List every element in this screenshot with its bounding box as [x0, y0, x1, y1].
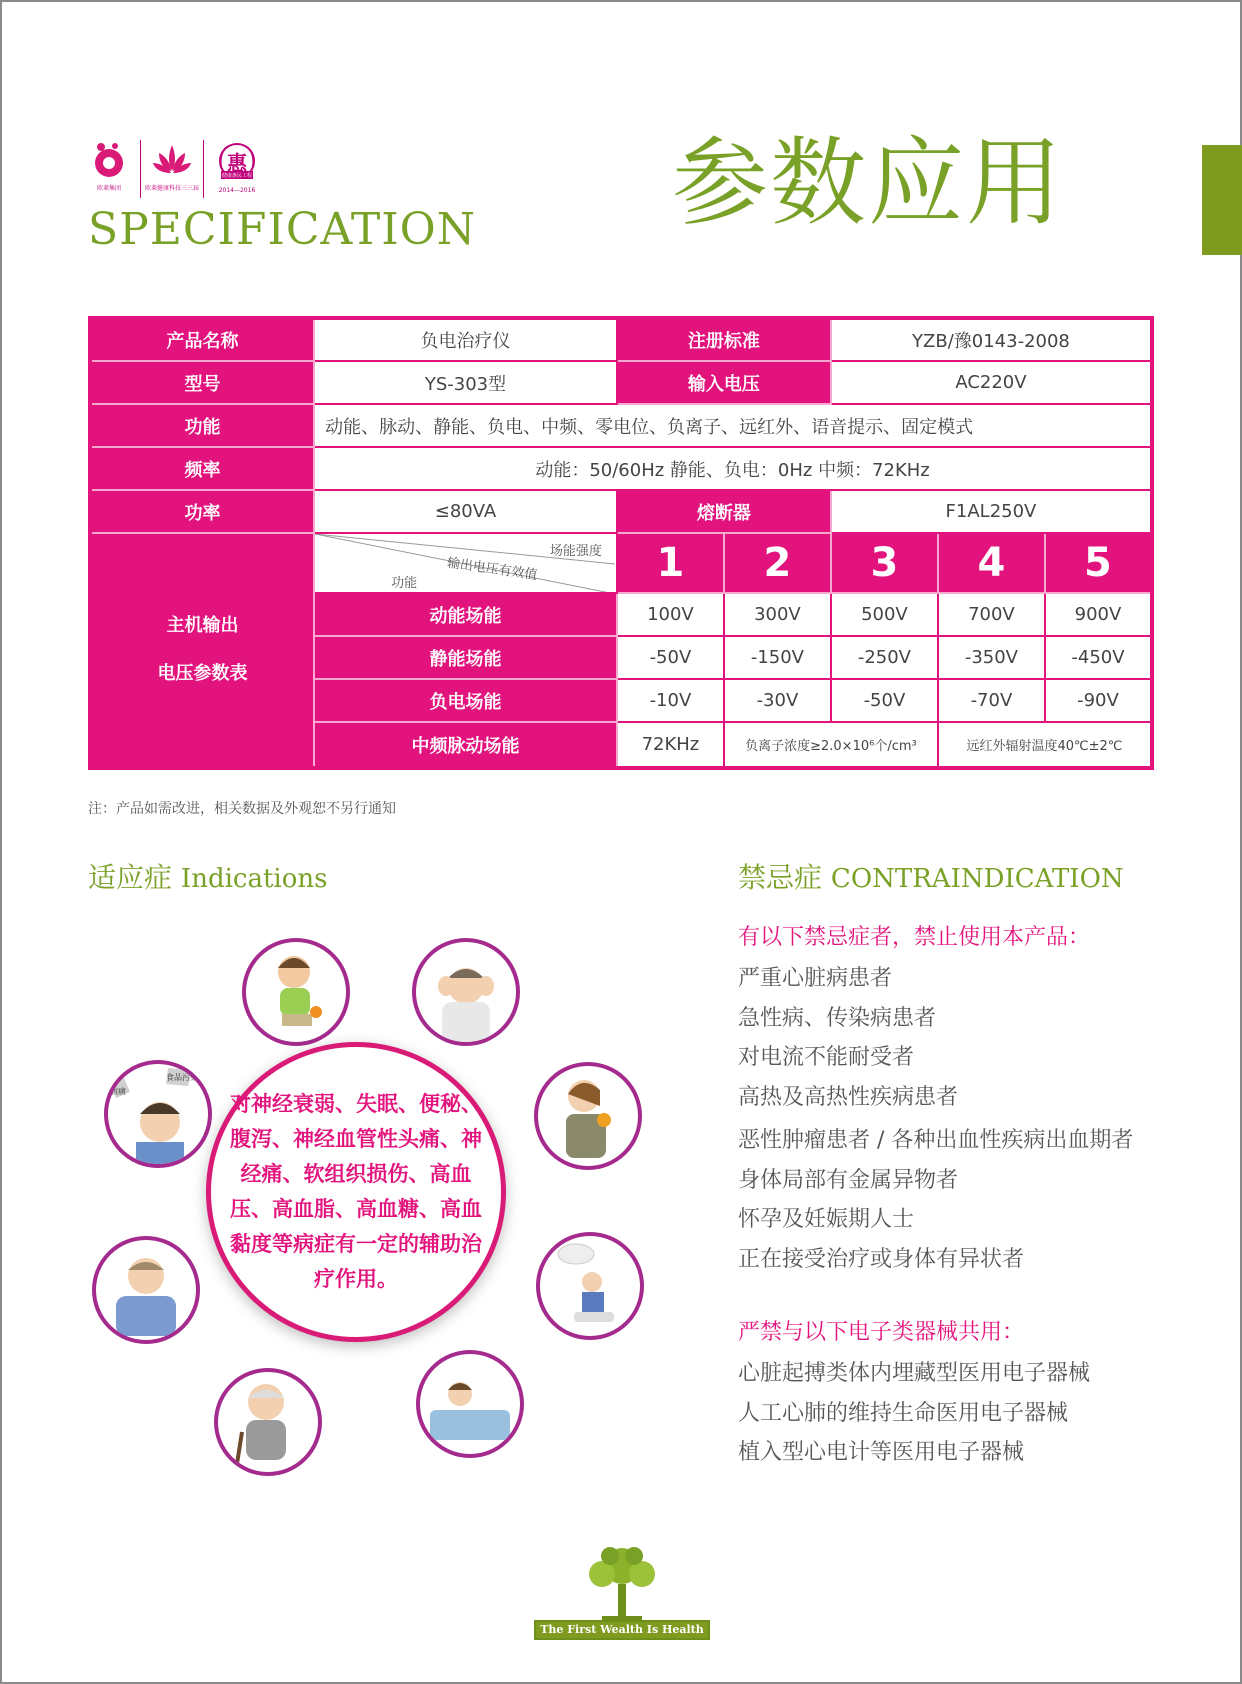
insomnia-bed-image	[416, 1350, 524, 1458]
negative-value: -90V	[1045, 679, 1152, 722]
seal-years: 2014—2016	[218, 187, 256, 194]
table-row	[90, 318, 1152, 361]
diagonal-header-cell	[314, 533, 617, 593]
contraindication-block	[738, 920, 1218, 1473]
diag-top-label: 场能强度	[549, 544, 602, 559]
list-item: 身体局部有金属异物者	[738, 1167, 959, 1193]
kinetic-value: 300V	[724, 593, 831, 636]
power-label: 功率	[90, 490, 314, 533]
ion-value: 负离子浓度≥2.0×10⁶个/cm³	[724, 722, 938, 768]
list-item: 对电流不能耐受者	[738, 1045, 915, 1070]
mid-freq-label: 中频脉动场能	[314, 722, 617, 768]
contraindication-title	[738, 856, 1124, 896]
static-value: -150V	[724, 636, 831, 679]
logo-group	[88, 140, 260, 198]
elderly-cane-image	[214, 1368, 322, 1476]
pollution-bubble-label: 食品污染	[166, 1073, 198, 1082]
table-row	[90, 447, 1152, 490]
diag-bottom-label: 功能	[391, 576, 418, 591]
headache-man-image	[412, 938, 520, 1046]
negative-value: -50V	[831, 679, 938, 722]
device-warning-head: 严禁与以下电子类器械共用：	[738, 1320, 1025, 1345]
level-5: 5	[1045, 533, 1152, 593]
spec-table	[88, 316, 1154, 770]
table-row	[90, 533, 1152, 593]
table-row	[90, 490, 1152, 533]
list-item: 恶性肿瘤患者 / 各种出血性疾病出血期者	[738, 1128, 1134, 1153]
fuse-label: 熔断器	[617, 490, 831, 533]
power-value: ≤80VA	[314, 490, 617, 533]
indications-main-circle	[206, 1042, 506, 1342]
lotus-logo-caption: 欧莱健康科技三三届	[145, 185, 200, 192]
static-value: -350V	[938, 636, 1045, 679]
hui-seal-logo	[214, 141, 260, 197]
list-item: 怀孕及妊娠期人士	[738, 1207, 915, 1232]
reg-std-label: 注册标准	[617, 318, 831, 361]
company-logo	[88, 141, 130, 197]
level-4: 4	[938, 533, 1045, 593]
negative-value: -30V	[724, 679, 831, 722]
level-2: 2	[724, 533, 831, 593]
static-value: -450V	[1045, 636, 1152, 679]
output-table-label	[90, 533, 314, 768]
list-item: 急性病、传染病患者	[738, 1005, 937, 1031]
diag-mid-label: 输出电压有效值	[446, 555, 539, 584]
freq-value: 动能：50/60Hz 静能、负电：0Hz 中频：72KHz	[314, 447, 1152, 490]
indications-title-cn: 适应症	[88, 861, 173, 894]
chest-pain-man-image	[92, 1236, 200, 1344]
shoulder-pain-woman-image	[534, 1062, 642, 1170]
reg-std-value: YZB/豫0143-2008	[831, 318, 1152, 361]
list-item: 植入型心电计等医用电子器械	[738, 1440, 1025, 1465]
tree-icon	[534, 1544, 710, 1622]
spec-title: SPECIFICATION	[88, 204, 477, 255]
logo-divider	[140, 140, 141, 198]
freq-label: 频率	[90, 447, 314, 490]
device-warning-list	[738, 1354, 1218, 1473]
list-item: 人工心肺的维持生命医用电子器械	[738, 1400, 1069, 1426]
table-row	[90, 404, 1152, 447]
function-value: 动能、脉动、静能、负电、中频、零电位、负离子、远红外、语音提示、固定模式	[314, 404, 1152, 447]
fuse-value: F1AL250V	[831, 490, 1152, 533]
list-item: 高热及高热性疾病患者	[738, 1084, 959, 1110]
contraindication-title-cn: 禁忌症	[738, 861, 823, 894]
footer-slogan: The First Wealth Is Health	[534, 1620, 710, 1640]
kinetic-value: 700V	[938, 593, 1045, 636]
product-name-value: 负电治疗仪	[314, 318, 617, 361]
company-logo-caption: 欧莱集团	[96, 185, 121, 192]
static-label: 静能场能	[314, 636, 617, 679]
infrared-value: 远红外辐射温度40℃±2℃	[938, 722, 1152, 768]
list-item: 心脏起搏类体内埋藏型医用电子器械	[738, 1361, 1091, 1386]
table-note: 注：产品如需改进，相关数据及外观恕不另行通知	[88, 801, 396, 817]
negative-value: -70V	[938, 679, 1045, 722]
pain-bubble-label: 病痛	[110, 1087, 126, 1096]
side-accent-bar	[1202, 145, 1242, 255]
mid-freq-value: 72KHz	[617, 722, 724, 768]
output-label-line2: 电压参数表	[157, 663, 248, 684]
list-item: 正在接受治疗或身体有异状者	[738, 1246, 1025, 1272]
seal-char: 惠	[227, 151, 247, 175]
child-knee-pain-image	[242, 938, 350, 1046]
stressed-man-image	[104, 1060, 212, 1168]
lotus-logo	[145, 141, 200, 197]
level-3: 3	[831, 533, 938, 593]
contraindication-title-en: CONTRAINDICATION	[830, 864, 1124, 894]
voltage-value: AC220V	[831, 361, 1152, 404]
negative-label: 负电场能	[314, 679, 617, 722]
indications-cluster	[90, 930, 650, 1450]
model-label: 型号	[90, 361, 314, 404]
output-label-line1: 主机输出	[166, 615, 239, 636]
table-row	[90, 361, 1152, 404]
contraindication-list	[738, 959, 1218, 1279]
voltage-label: 输入电压	[617, 361, 831, 404]
company-logo-icon	[91, 141, 127, 181]
logo-divider	[203, 140, 204, 198]
model-value: YS-303型	[314, 361, 617, 404]
kinetic-value: 500V	[831, 593, 938, 636]
negative-value: -10V	[617, 679, 724, 722]
indications-text: 对神经衰弱、失眠、便秘、腹泻、神经血管性头痛、神经痛、软组织损伤、高血压、高血脂、高血糖、高血黏度等病症有一定的辅助治疗作用。	[230, 1092, 482, 1291]
level-1: 1	[617, 533, 724, 593]
static-value: -50V	[617, 636, 724, 679]
seal-caption: 健康惠民工程	[221, 173, 252, 179]
indications-title-en: Indications	[180, 864, 328, 894]
static-value: -250V	[831, 636, 938, 679]
kinetic-value: 900V	[1045, 593, 1152, 636]
product-name-label: 产品名称	[90, 318, 314, 361]
lotus-icon	[151, 141, 193, 181]
kinetic-label: 动能场能	[314, 593, 617, 636]
kinetic-value: 100V	[617, 593, 724, 636]
list-item: 严重心脏病患者	[738, 966, 893, 991]
toilet-man-image	[536, 1232, 644, 1340]
contraindication-head: 有以下禁忌症者，禁止使用本产品：	[738, 925, 1091, 950]
page-title: 参数应用	[672, 127, 1064, 239]
footer-tree-logo	[534, 1544, 710, 1644]
indications-title	[88, 856, 327, 896]
function-label: 功能	[90, 404, 314, 447]
